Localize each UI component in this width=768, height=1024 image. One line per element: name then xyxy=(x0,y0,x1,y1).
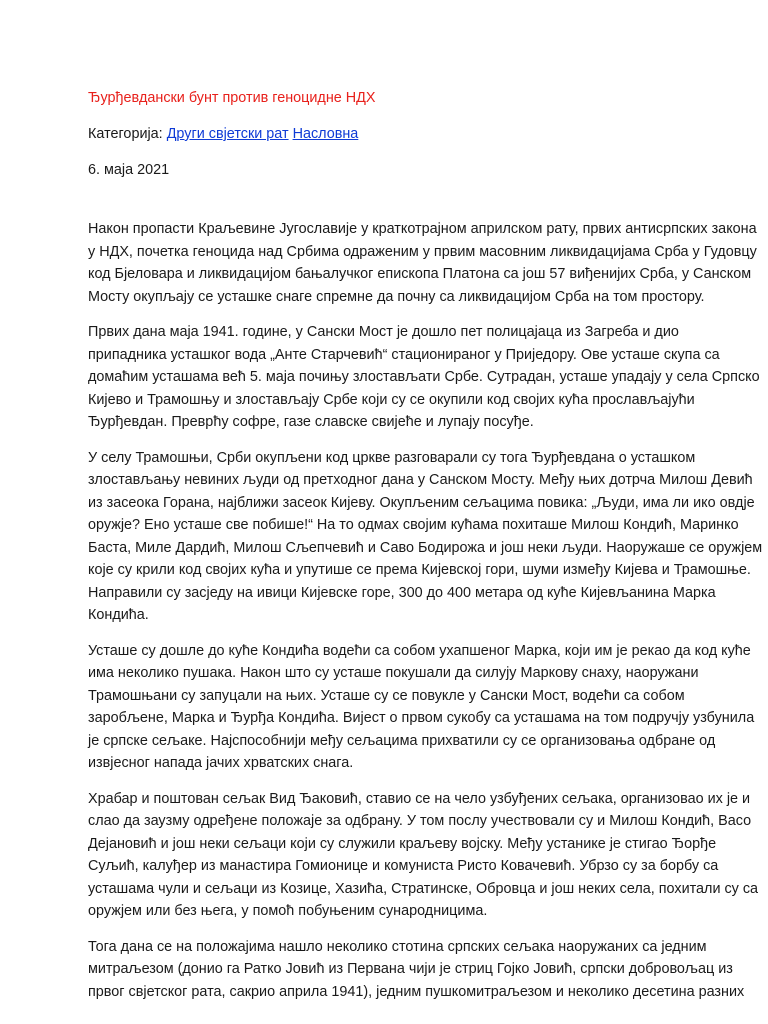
text-line: из засеока Горана, најближи засеок Кијеву. Окупљеним сељацима повика: „Људи, има ли ико овдје xyxy=(88,494,755,511)
text-line: Храбар и поштован сељак Вид Ђаковић, ставио се на чело узбуђених сељака, организовао их је и xyxy=(88,790,751,807)
paragraph xyxy=(88,788,759,923)
text-line: Кондића. xyxy=(88,607,149,623)
text-line: Првих дана маја 1941. године, у Сански Мост је дошло пет полицајаца из Загреба и дио xyxy=(88,324,679,340)
text-line: извјесног напада јачих хрватских снага. xyxy=(88,755,354,771)
text-line: Баста, Миле Дардић, Милош Сљепчевић и Саво Бодирожа и још неки људи. Наоружаше се оружјем xyxy=(88,539,763,556)
text-line: оружје? Ено усташе све побише!“ На то одмах својим кућама похиташе Милош Кондић, Маринко xyxy=(88,517,739,533)
text-line: код Бјеловара и ликвидацијом бањалучког епископа Платона са још 57 виђенијих Срба, у Санском xyxy=(88,266,752,282)
article-date: 6. маја 2021 xyxy=(88,162,170,178)
text-line: има неколико пушака. Након што су усташе покушали да силују Маркову снаху, наоружани xyxy=(88,665,699,681)
category-line xyxy=(88,124,688,144)
text-line: Мосту окупљају се усташке снаге спремне да почну са ликвидацијом Срба на том простору. xyxy=(88,288,705,305)
text-line: злостављању невиних људи од претходног дана у Санском Мосту. Међу њих дотрча Милош Девић xyxy=(88,472,753,488)
text-line: Трамошњани су запуцали на њих. Усташе су се повукле у Сански Мост, водећи са собом xyxy=(88,687,685,704)
text-line: митраљезом (донио га Ратко Јовић из Первана чији је стриц Гојко Јовић, српски добровољац из xyxy=(88,961,733,977)
text-line: припадника усташког вода „Анте Старчевић“ стационираног у Приједору. Ове усташе скупа са xyxy=(88,346,720,363)
text-line: Дејановић и још неки сељаци који су служили краљеву војску. Међу устанике је стигао Ђорђе xyxy=(88,835,717,852)
text-line: Тога дана се на положајима нашло неколико стотина српских сељака наоружаних са једним xyxy=(88,938,707,955)
text-line: оружјем или без њега, у помоћ побуњеним сународницима. xyxy=(88,903,488,919)
text-line: је српске сељаке. Најспособнији међу сељацима прихватили су се организовања одбране од xyxy=(88,732,716,749)
text-line: Ђурђевдан. Преврћу софре, газе славске свијеће и лупају посуђе. xyxy=(88,414,534,430)
text-line: Усташе су дошле до куће Кондића водећи са собом ухапшеног Марка, који им је рекао да код куће xyxy=(88,642,751,659)
text-line: домаћим усташама већ 5. маја почињу злостављати Србе. Сутрадан, усташе упадају у села Српско xyxy=(88,369,760,385)
paragraph xyxy=(88,936,745,1004)
article-title: Ђурђевдански бунт против геноцидне НДХ xyxy=(88,90,376,106)
text-line: усташама чули и сељаци из Козице, Хазића, Стратинске, Обровца и још неких села, похитали су са xyxy=(88,880,759,897)
paragraph xyxy=(88,218,757,308)
category-link-home[interactable]: Насловна xyxy=(292,126,359,142)
text-line: заробљене, Марка и Ђурђа Кондића. Вијест о првом сукобу са усташама на том подручју узбунила xyxy=(88,710,755,726)
text-line: које су крили код својих кућа и упутише се према Кијевској гори, шуми између Кијева и Трамошње. xyxy=(88,562,751,578)
category-label: Категорија: xyxy=(88,126,163,142)
text-line: првог свјетског рата, сакрио априла 1941), једним пушкомитраљезом и неколико десетина разних xyxy=(88,983,745,1000)
text-line: Суљић, калуђер из манастира Гомионице и комуниста Ристо Ковачевић. Убрзо су за борбу са xyxy=(88,858,719,874)
category-link-ww2[interactable]: Други свјетски рат xyxy=(166,126,289,142)
text-line: Направили су засједу на ивици Кијевске горе, 300 до 400 метара од куће Кијевљанина Марка xyxy=(88,584,716,601)
paragraph xyxy=(88,447,763,627)
text-line: у НДХ, почетка геноцида над Србима одраженим у првим масовним ликвидацијама Срба у Гудовцу xyxy=(88,243,757,260)
paragraph xyxy=(88,321,760,434)
text-line: У селу Трамошњи, Срби окупљени код цркве разговарали су тога Ђурђевдана о усташком xyxy=(88,449,696,466)
text-line: слао да заузму одређене положаје за одбрану. У том послу учествовали су и Милош Кондић, Васо xyxy=(88,813,752,829)
article-body xyxy=(88,218,763,1003)
document-page xyxy=(88,88,763,1016)
text-line: Након пропасти Краљевине Југославије у краткотрајном априлском рату, првих антисрпских закона xyxy=(88,221,757,237)
paragraph xyxy=(88,640,755,775)
text-line: Кијево и Трамошњу и злостављају Србе који су се окупили код својих кућа прослављајући xyxy=(88,391,695,408)
